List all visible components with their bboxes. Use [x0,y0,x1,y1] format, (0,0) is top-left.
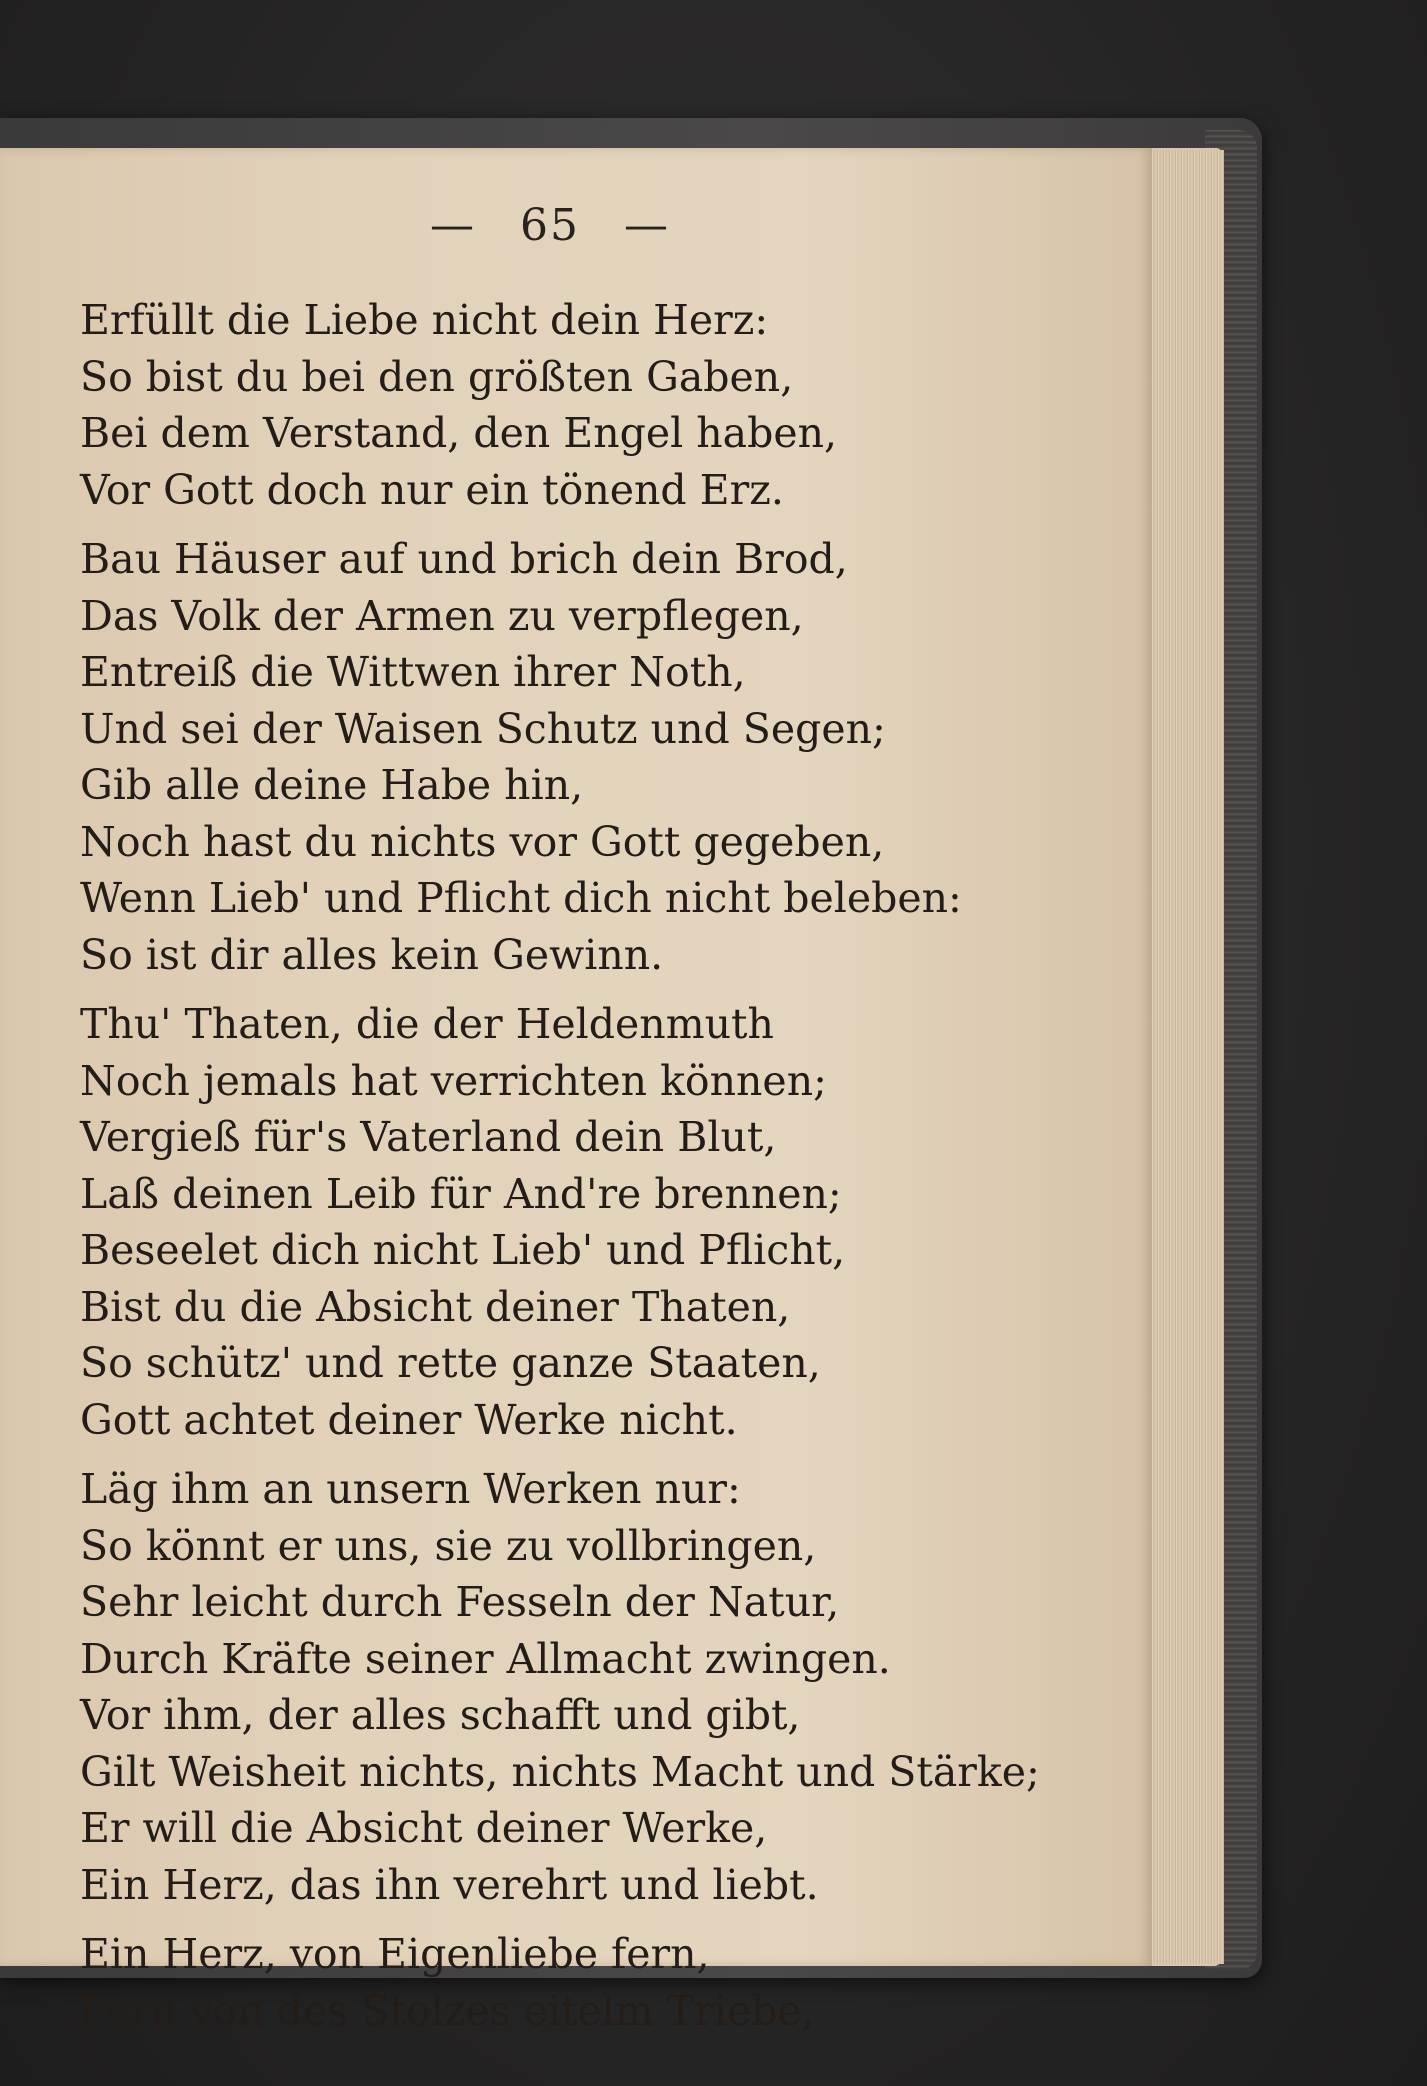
verse-line: Noch jemals hat verrichten können; [80,1056,827,1105]
verse-line: Und sei der Waisen Schutz und Segen; [80,704,886,753]
verse-line: Durch Kräfte seiner Allmacht zwingen. [80,1634,891,1683]
verse-line: Gott achtet deiner Werke nicht. [80,1395,738,1444]
verse-line: So schütz' und rette ganze Staaten, [80,1339,821,1387]
verse-line: Vergieß für's Vaterland dein Blut, [80,1113,777,1161]
verse-line: Beseelet dich nicht Lieb' und Pflicht, [80,1226,846,1274]
verse-line: Ein Herz, von Eigenliebe fern, [80,1930,710,1978]
verse-line: So könnt er uns, sie zu vollbringen, [80,1521,817,1570]
verse-line: Wenn Lieb' und Pflicht dich nicht beleben: [80,874,962,922]
verse-line: Gilt Weisheit nichts, nichts Macht und Stärke; [80,1747,1040,1796]
verse-line: Fern von des Stolzes eitelm Triebe, [80,1986,815,2035]
verse-line: Bei dem Verstand, den Engel haben, [80,409,838,457]
verse-line: Gib alle deine Habe hin, [80,761,584,809]
verse-line: Er will die Absicht deiner Werke, [80,1804,768,1852]
verse-line: Vor ihm, der alles schafft und gibt, [80,1691,801,1739]
folio-dash-right: — [624,200,670,251]
page-fore-edge [1150,150,1224,1964]
verse-line: Das Volk der Armen zu verpflegen, [80,591,804,640]
page-number-header [0,200,1100,251]
stanza [80,292,1130,518]
verse-line: Bist du die Absicht deiner Thaten, [80,1282,791,1331]
verse-line: Vor Gott doch nur ein tönend Erz. [80,465,784,514]
stanza [80,1461,1130,1913]
page-number: 65 [520,200,580,251]
verse-line: So ist dir alles kein Gewinn. [80,930,664,979]
poem-text [80,292,1130,2039]
stanza [80,1926,1130,2039]
verse-line: Thu' Thaten, die der Heldenmuth [80,1000,774,1048]
verse-line: So bist du bei den größten Gaben, [80,352,794,401]
verse-line: Bau Häuser auf und brich dein Brod, [80,535,848,583]
verse-line: Noch hast du nichts vor Gott gegeben, [80,817,885,866]
verse-line: Sehr leicht durch Fesseln der Natur, [80,1578,840,1626]
folio-dash-left: — [430,200,476,251]
verse-line: Entreiß die Wittwen ihrer Noth, [80,648,746,696]
stanza [80,531,1130,983]
verse-line: Erfüllt die Liebe nicht dein Herz: [80,296,769,344]
verse-line: Ein Herz, das ihn verehrt und liebt. [80,1860,819,1909]
verse-line: Läg ihm an unsern Werken nur: [80,1465,741,1513]
stanza [80,996,1130,1448]
verse-line: Laß deinen Leib für And're brennen; [80,1169,842,1218]
